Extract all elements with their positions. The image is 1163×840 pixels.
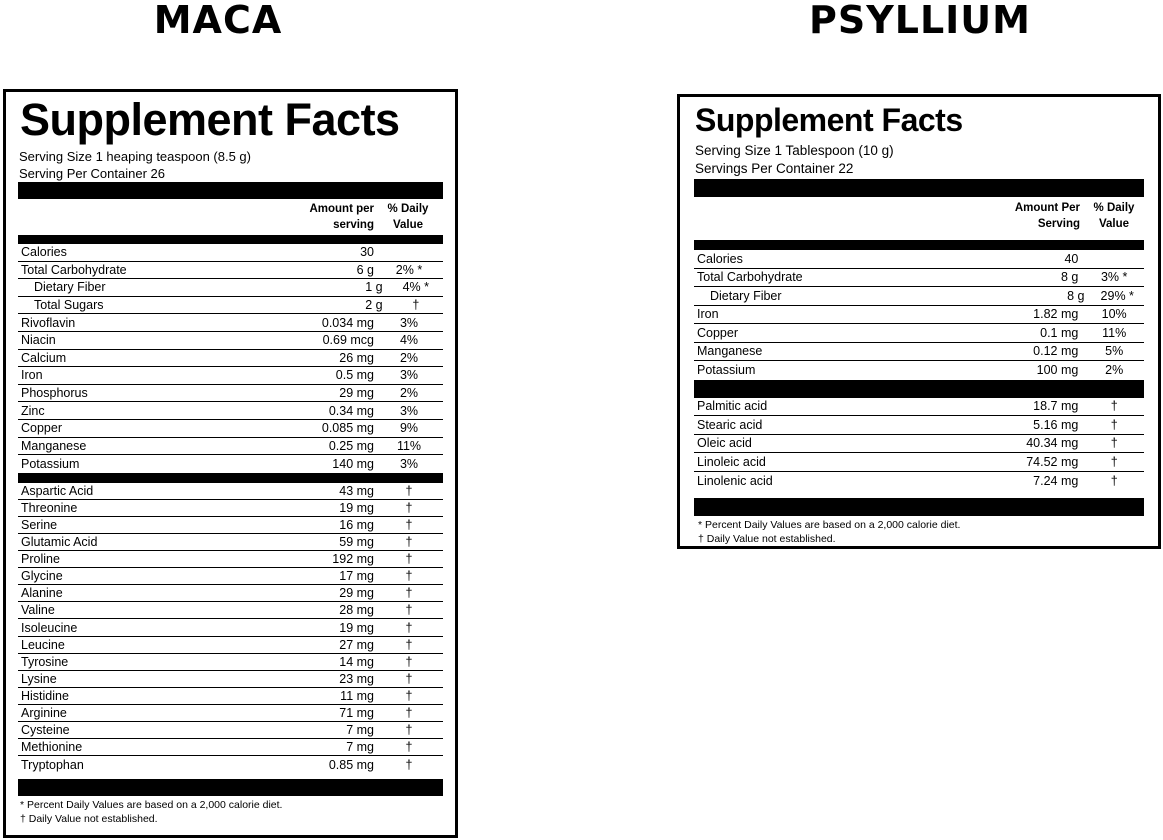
nutrient-daily-value: †: [405, 483, 413, 498]
nutrient-row: [18, 297, 443, 315]
nutrient-name: Valine: [21, 603, 55, 618]
nutrient-name: Iron: [21, 368, 43, 383]
nutrient-section: [694, 398, 1144, 491]
nutrient-row: [18, 722, 443, 739]
footnote-percent-dv: * Percent Daily Values are based on a 2,000 calorie diet.: [698, 519, 961, 531]
nutrient-row: [18, 637, 443, 654]
product-title-psyllium: PSYLLIUM: [809, 0, 1031, 42]
nutrient-daily-value: 5%: [1105, 344, 1124, 359]
nutrient-name: Tyrosine: [21, 654, 69, 669]
nutrient-name: Methionine: [21, 740, 83, 755]
nutrient-amount: 0.085 mg: [321, 421, 374, 436]
nutrient-amount: 0.34 mg: [328, 403, 374, 418]
nutrient-daily-value: †: [1110, 399, 1118, 414]
footnote-dv-not-established: † Daily Value not established.: [698, 533, 836, 545]
nutrient-name: Leucine: [21, 637, 65, 652]
nutrient-row: [694, 472, 1144, 491]
nutrient-row: [18, 534, 443, 551]
nutrient-row: [18, 688, 443, 705]
nutrient-row: [18, 654, 443, 671]
nutrient-daily-value: 2%: [1105, 363, 1124, 378]
nutrient-row: [694, 306, 1144, 325]
nutrient-row: [18, 438, 443, 456]
serving-header: Serving: [1037, 218, 1080, 230]
value-header: Value: [1098, 218, 1130, 230]
nutrient-daily-value: †: [405, 500, 413, 515]
nutrient-amount: 43 mg: [339, 483, 374, 498]
nutrient-name: Potassium: [697, 363, 756, 378]
nutrient-amount: 16 mg: [339, 517, 374, 532]
nutrient-daily-value: 2% *: [395, 262, 423, 277]
nutrient-daily-value: 3%: [399, 456, 419, 471]
nutrient-amount: 8 g: [1067, 288, 1085, 303]
nutrient-row: [18, 585, 443, 602]
nutrient-name: Niacin: [21, 333, 56, 348]
nutrient-row: [18, 244, 443, 262]
nutrient-name: Threonine: [21, 500, 78, 515]
nutrient-daily-value: 9%: [399, 421, 419, 436]
amount-per-header: Amount Per: [1014, 202, 1080, 214]
nutrient-amount: 19 mg: [339, 620, 374, 635]
serving-size: Serving Size 1 Tablespoon (10 g): [695, 143, 894, 158]
nutrient-daily-value: †: [405, 705, 413, 720]
nutrient-row: [18, 517, 443, 534]
nutrient-daily-value: 10%: [1101, 307, 1127, 322]
footnote-percent-dv: * Percent Daily Values are based on a 2,000 calorie diet.: [20, 799, 283, 812]
nutrient-daily-value: 4%: [399, 333, 419, 348]
nutrient-row: [18, 739, 443, 756]
nutrient-amount: 7.24 mg: [1033, 473, 1079, 488]
nutrient-name: Phosphorus: [21, 386, 88, 401]
nutrient-section: [18, 244, 443, 473]
column-headers: [18, 199, 443, 235]
nutrient-row: [694, 453, 1144, 472]
nutrient-daily-value: †: [405, 671, 413, 686]
nutrient-amount: 192 mg: [332, 552, 374, 567]
nutrient-amount: 29 mg: [339, 586, 374, 601]
panel-heading: Supplement Facts: [695, 102, 963, 138]
nutrient-name: Lysine: [21, 671, 57, 686]
nutrient-row: [18, 671, 443, 688]
nutrient-amount: 140 mg: [332, 456, 374, 471]
nutrient-amount: 40.34 mg: [1026, 436, 1079, 451]
footnote-dv-not-established: † Daily Value not established.: [20, 813, 158, 826]
nutrient-daily-value: †: [405, 637, 413, 652]
nutrient-row: [18, 483, 443, 500]
nutrient-amount: 7 mg: [346, 723, 374, 738]
nutrient-amount: 0.1 mg: [1040, 325, 1079, 340]
nutrient-row: [18, 367, 443, 385]
servings-per-container: Serving Per Container 26: [19, 166, 165, 181]
nutrient-row: [18, 705, 443, 722]
nutrient-daily-value: †: [405, 654, 413, 669]
thick-divider: [18, 473, 443, 483]
nutrient-row: [18, 420, 443, 438]
nutrient-name: Iron: [697, 307, 719, 322]
servings-per-container: Servings Per Container 22: [695, 161, 854, 176]
nutrient-daily-value: †: [1110, 436, 1118, 451]
nutrient-daily-value: 3%: [399, 403, 419, 418]
nutrient-amount: 0.69 mcg: [322, 333, 374, 348]
nutrient-name: Linoleic acid: [697, 454, 766, 469]
nutrient-row: [18, 455, 443, 473]
nutrient-daily-value: †: [405, 723, 413, 738]
nutrient-daily-value: 2%: [399, 350, 419, 365]
nutrient-row: [18, 314, 443, 332]
nutrient-row: [694, 435, 1144, 454]
nutrient-daily-value: †: [1110, 417, 1118, 432]
nutrient-name: Total Sugars: [34, 298, 104, 313]
nutrient-section: [694, 250, 1144, 380]
nutrient-amount: 27 mg: [339, 637, 374, 652]
nutrient-row: [694, 324, 1144, 343]
nutrient-daily-value: †: [405, 757, 413, 772]
nutrient-name: Histidine: [21, 688, 69, 703]
nutrient-row: [694, 269, 1144, 288]
nutrient-amount: 18.7 mg: [1033, 399, 1079, 414]
nutrient-name: Cysteine: [21, 723, 70, 738]
nutrient-amount: 11 mg: [340, 688, 374, 703]
nutrient-name: Copper: [21, 421, 62, 436]
amount-per-header: Amount per: [309, 203, 374, 215]
nutrient-amount: 0.5 mg: [335, 368, 374, 383]
nutrient-row: [694, 343, 1144, 362]
nutrient-row: [694, 398, 1144, 417]
nutrient-row: [18, 619, 443, 636]
nutrient-daily-value: †: [405, 569, 413, 584]
nutrient-amount: 59 mg: [339, 535, 374, 550]
nutrient-amount: 8 g: [1060, 270, 1079, 285]
value-header: Value: [392, 219, 424, 231]
nutrient-row: [18, 350, 443, 368]
thick-divider: [694, 240, 1144, 250]
nutrient-amount: 6 g: [356, 262, 374, 277]
nutrient-daily-value: †: [405, 603, 413, 618]
nutrient-name: Alanine: [21, 586, 63, 601]
nutrient-daily-value: †: [405, 688, 413, 703]
nutrient-row: [18, 402, 443, 420]
nutrient-row: [18, 551, 443, 568]
nutrient-name: Stearic acid: [697, 417, 763, 432]
nutrient-amount: 29 mg: [339, 386, 374, 401]
nutrient-daily-value: 11%: [396, 438, 422, 453]
nutrient-daily-value: †: [1110, 454, 1118, 469]
nutrient-row: [18, 500, 443, 517]
nutrient-name: Calories: [697, 251, 743, 266]
supplement-facts-panel-maca: [3, 89, 458, 838]
nutrient-name: Potassium: [21, 456, 80, 471]
thick-divider: [18, 235, 443, 244]
serving-size: Serving Size 1 heaping teaspoon (8.5 g): [19, 149, 251, 164]
nutrient-amount: 0.25 mg: [328, 438, 374, 453]
nutrient-row: [18, 279, 443, 297]
daily-value-header: % Daily: [387, 203, 429, 215]
nutrient-name: Zinc: [21, 403, 45, 418]
nutrient-daily-value: †: [405, 535, 413, 550]
nutrient-amount: 100 mg: [1036, 363, 1079, 378]
nutrient-name: Dietary Fiber: [710, 288, 782, 303]
nutrient-amount: 30: [360, 245, 374, 260]
nutrient-row: [694, 287, 1144, 306]
nutrient-amount: 5.16 mg: [1033, 417, 1079, 432]
nutrient-daily-value: 4% *: [402, 280, 430, 295]
nutrient-daily-value: †: [405, 620, 413, 635]
nutrient-name: Serine: [21, 517, 58, 532]
nutrient-row: [18, 568, 443, 585]
nutrient-row: [694, 361, 1144, 380]
nutrient-daily-value: 29% *: [1100, 288, 1134, 303]
nutrient-amount: 74.52 mg: [1026, 454, 1079, 469]
thick-divider: [694, 498, 1144, 516]
nutrient-amount: 28 mg: [339, 603, 374, 618]
nutrient-name: Rivoflavin: [21, 315, 76, 330]
serving-header: serving: [333, 219, 374, 231]
nutrient-daily-value: †: [405, 552, 413, 567]
nutrient-amount: 2 g: [365, 298, 383, 313]
nutrient-amount: 14 mg: [339, 654, 374, 669]
nutrient-amount: 1.82 mg: [1033, 307, 1079, 322]
thick-divider: [18, 182, 443, 199]
nutrient-daily-value: †: [405, 517, 413, 532]
column-headers: [694, 197, 1144, 240]
nutrient-amount: 1 g: [365, 280, 383, 295]
product-title-maca: MACA: [153, 0, 283, 42]
nutrient-name: Glutamic Acid: [21, 535, 98, 550]
nutrient-amount: 26 mg: [339, 350, 374, 365]
nutrient-daily-value: 3%: [399, 315, 419, 330]
nutrient-name: Total Carbohydrate: [697, 270, 803, 285]
nutrient-name: Calcium: [21, 350, 67, 365]
nutrient-name: Glycine: [21, 569, 63, 584]
nutrient-amount: 40: [1064, 251, 1079, 266]
nutrient-row: [18, 262, 443, 280]
nutrient-name: Arginine: [21, 705, 67, 720]
nutrient-name: Isoleucine: [21, 620, 78, 635]
nutrient-daily-value: 3% *: [1100, 270, 1128, 285]
nutrient-name: Aspartic Acid: [21, 483, 94, 498]
nutrient-daily-value: †: [412, 298, 420, 313]
nutrient-section: [18, 483, 443, 774]
nutrient-daily-value: †: [405, 586, 413, 601]
nutrient-amount: 23 mg: [339, 671, 374, 686]
nutrient-name: Copper: [697, 325, 738, 340]
nutrient-amount: 7 mg: [346, 740, 374, 755]
nutrient-name: Palmitic acid: [697, 399, 768, 414]
nutrient-name: Oleic acid: [697, 436, 752, 451]
nutrient-name: Total Carbohydrate: [21, 262, 127, 277]
nutrient-name: Calories: [21, 245, 67, 260]
nutrient-daily-value: †: [405, 740, 413, 755]
thick-divider: [18, 779, 443, 796]
nutrient-row: [18, 332, 443, 350]
nutrient-row: [18, 385, 443, 403]
nutrient-amount: 17 mg: [339, 569, 374, 584]
thick-divider: [694, 179, 1144, 197]
nutrient-amount: 0.12 mg: [1033, 344, 1079, 359]
thick-divider: [694, 380, 1144, 398]
nutrient-name: Linolenic acid: [697, 473, 773, 488]
panel-heading: Supplement Facts: [20, 94, 400, 145]
nutrient-daily-value: 11%: [1102, 325, 1127, 340]
nutrient-name: Tryptophan: [21, 757, 84, 772]
nutrient-daily-value: 2%: [399, 386, 419, 401]
nutrient-name: Proline: [21, 552, 60, 567]
nutrient-row: [694, 250, 1144, 269]
nutrient-amount: 19 mg: [339, 500, 374, 515]
supplement-facts-panel-psyllium: [677, 94, 1161, 549]
nutrient-amount: 0.85 mg: [328, 757, 374, 772]
nutrient-amount: 71 mg: [339, 705, 374, 720]
nutrient-row: [694, 416, 1144, 435]
nutrient-amount: 0.034 mg: [321, 315, 374, 330]
nutrient-row: [18, 756, 443, 773]
nutrient-name: Dietary Fiber: [34, 280, 106, 295]
daily-value-header: % Daily: [1093, 202, 1135, 214]
nutrient-daily-value: 3%: [399, 368, 419, 383]
nutrient-daily-value: †: [1110, 473, 1118, 488]
nutrient-row: [18, 602, 443, 619]
nutrient-name: Manganese: [21, 438, 87, 453]
nutrient-name: Manganese: [697, 344, 763, 359]
